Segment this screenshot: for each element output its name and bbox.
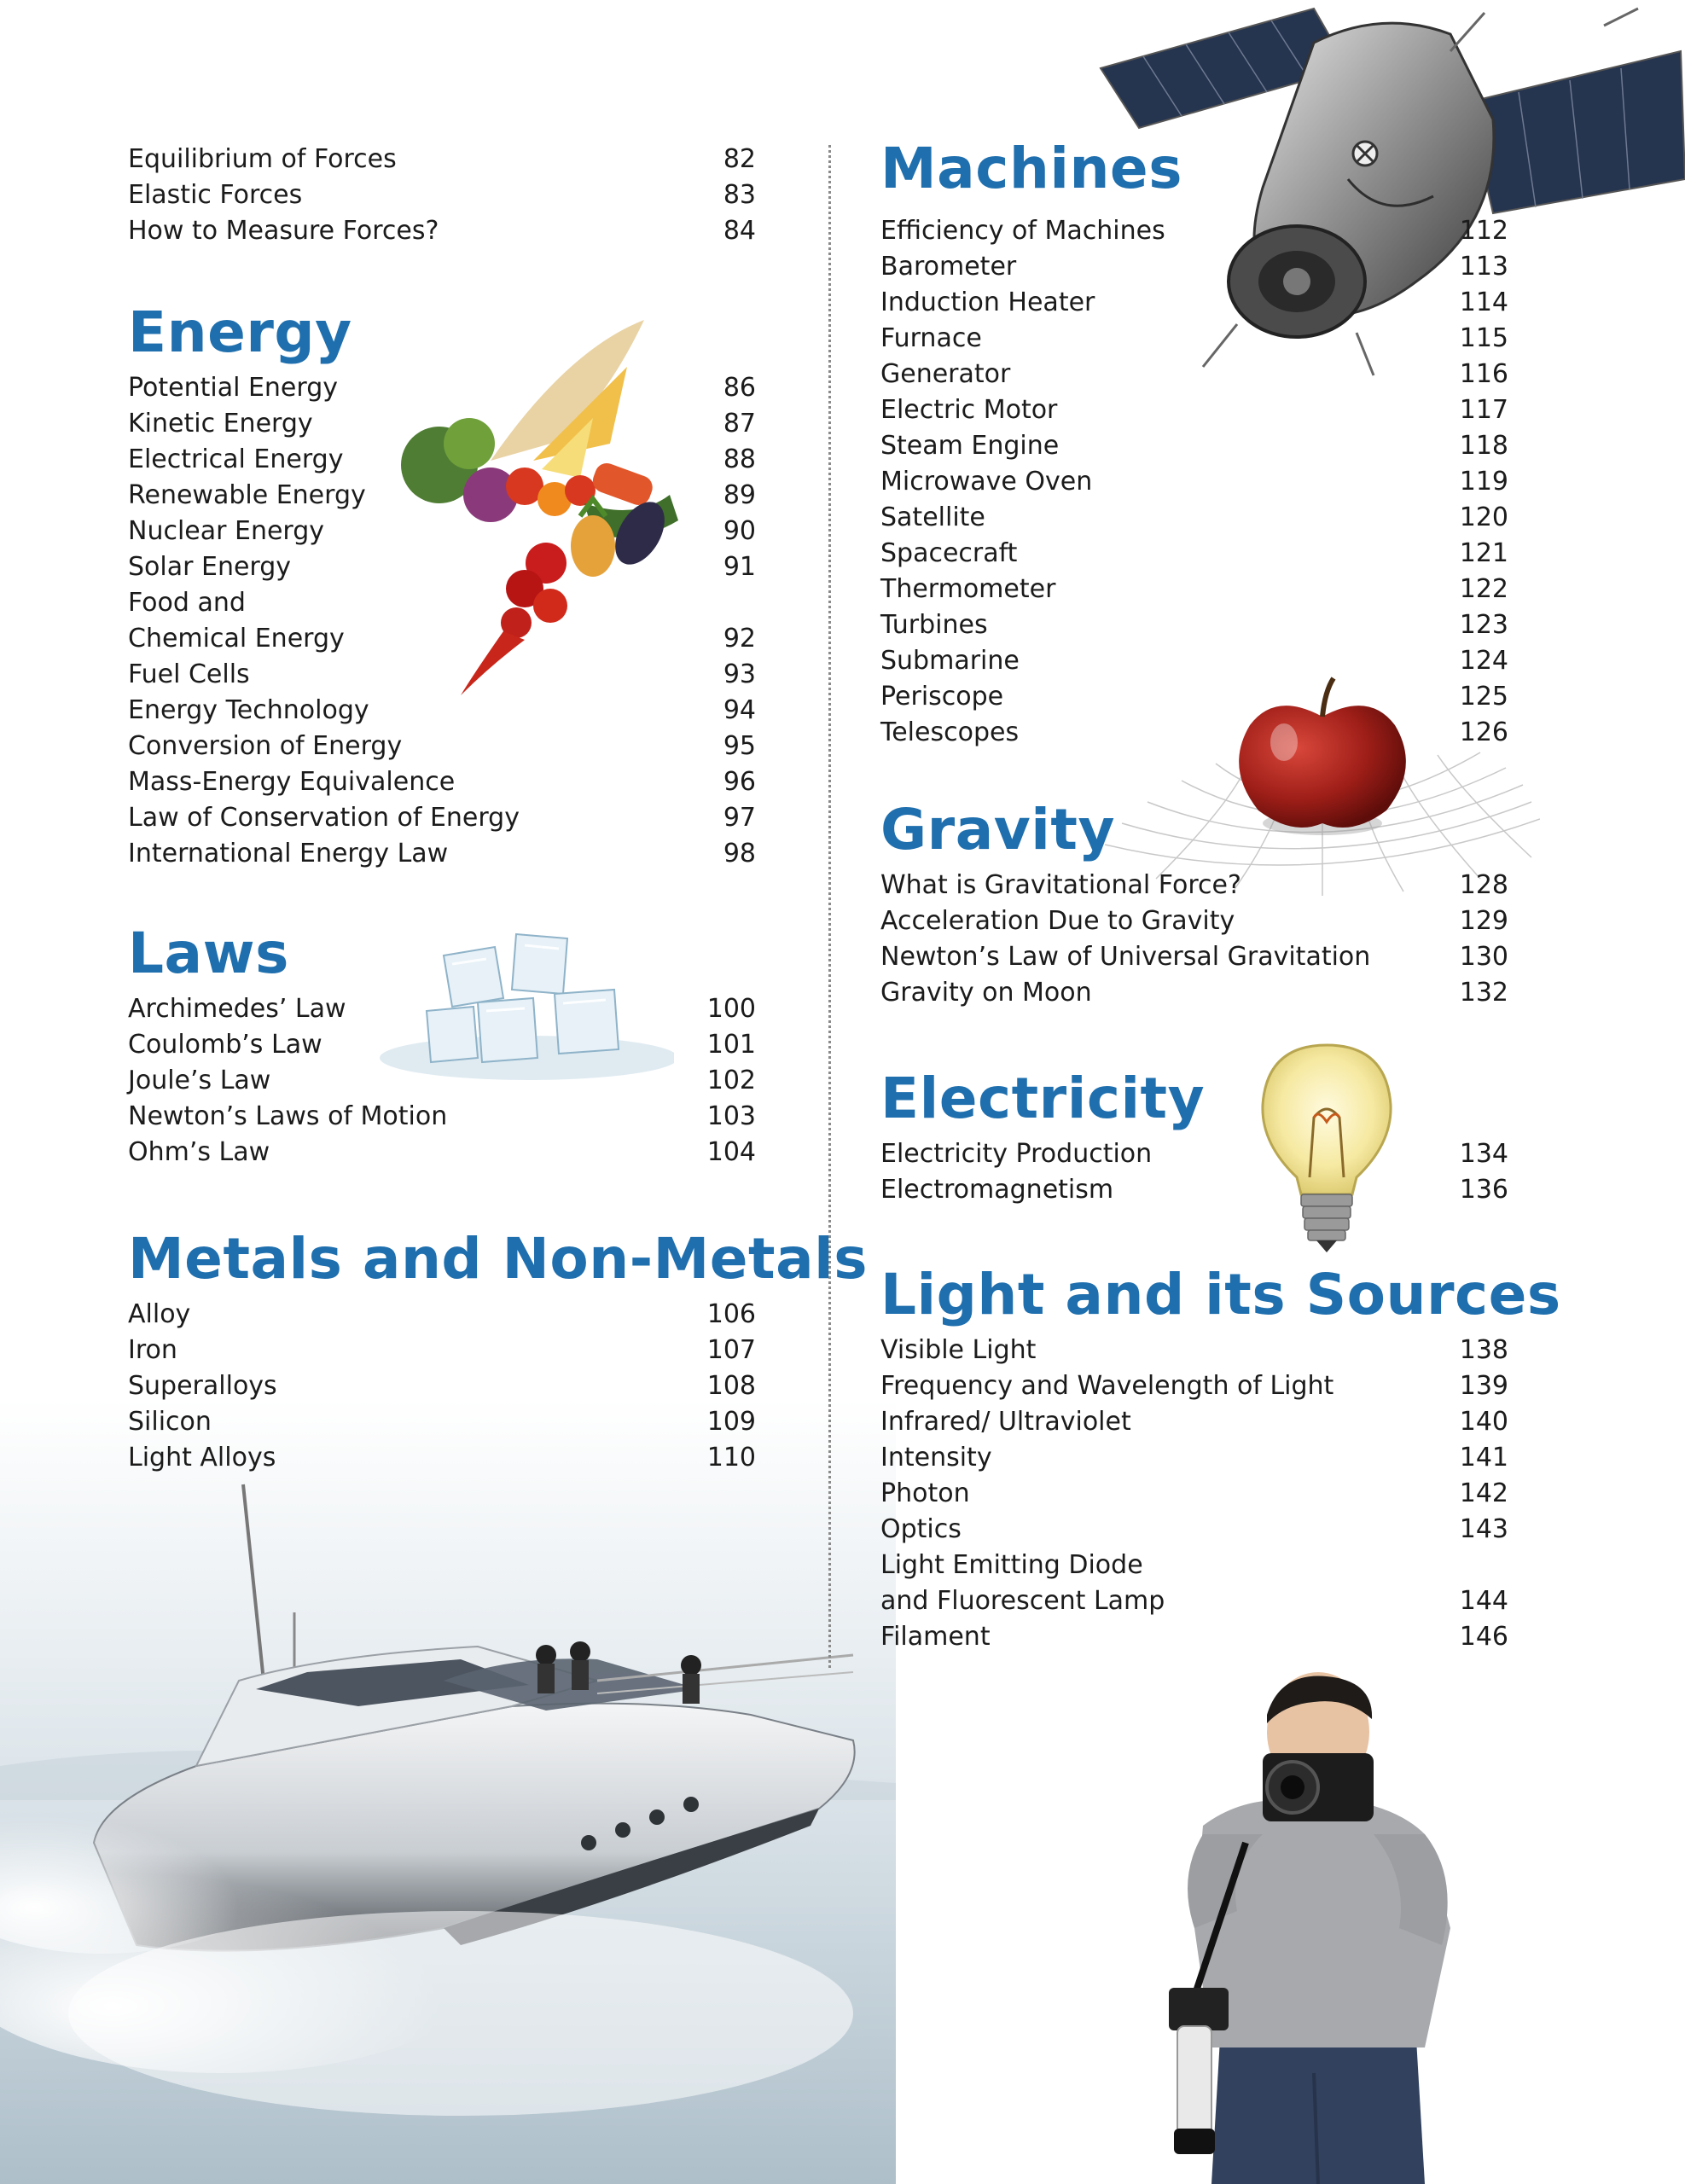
- toc-entry-label: Spacecraft: [880, 538, 1018, 568]
- toc-entry[interactable]: [128, 1135, 756, 1170]
- toc-entry-label: Food and: [128, 588, 246, 618]
- toc-entry[interactable]: [880, 1368, 1508, 1404]
- toc-entry-page: 86: [723, 373, 756, 403]
- toc-entry-page: 87: [723, 409, 756, 439]
- toc-entry[interactable]: [880, 428, 1508, 464]
- intro-item-list: [128, 142, 756, 249]
- toc-entry-label: and Fluorescent Lamp: [880, 1586, 1165, 1616]
- toc-entry-page: 129: [1459, 906, 1508, 936]
- toc-entry-label: Chemical Energy: [128, 624, 345, 653]
- toc-entry-label: Newton’s Laws of Motion: [128, 1101, 448, 1131]
- speedboat-image: [0, 1399, 896, 2184]
- toc-entry[interactable]: [880, 464, 1508, 500]
- toc-entry[interactable]: [128, 1297, 756, 1333]
- section-title: Light and its Sources: [880, 1262, 1561, 1327]
- toc-entry[interactable]: [880, 500, 1508, 536]
- toc-entry[interactable]: [880, 679, 1508, 715]
- toc-entry-label: Alloy: [128, 1299, 191, 1329]
- toc-entry-label: Barometer: [880, 252, 1017, 282]
- toc-entry-page: 104: [706, 1137, 756, 1167]
- toc-entry-page: 123: [1459, 610, 1508, 640]
- section-item-list: [880, 1333, 1508, 1655]
- toc-entry-label: Optics: [880, 1514, 962, 1544]
- toc-entry-page: 110: [706, 1443, 756, 1472]
- toc-entry-page: 97: [723, 803, 756, 833]
- toc-entry-page: 130: [1459, 942, 1508, 972]
- toc-entry-page: 124: [1459, 646, 1508, 676]
- toc-entry[interactable]: [880, 1619, 1508, 1655]
- toc-entry-label: Electric Motor: [880, 395, 1058, 425]
- toc-entry[interactable]: [128, 1440, 756, 1476]
- section-title: Gravity: [880, 797, 1115, 863]
- toc-entry[interactable]: [880, 939, 1508, 975]
- toc-entry-label: Law of Conservation of Energy: [128, 803, 520, 833]
- toc-entry[interactable]: [128, 729, 756, 764]
- toc-entry[interactable]: [128, 213, 756, 249]
- toc-entry-label: Light Emitting Diode: [880, 1550, 1143, 1580]
- toc-entry-label: Filament: [880, 1622, 991, 1652]
- toc-entry[interactable]: [128, 991, 756, 1027]
- photographer-image: [1143, 1672, 1485, 2184]
- toc-entry-page: 125: [1459, 682, 1508, 712]
- toc-entry[interactable]: [880, 975, 1508, 1011]
- toc-entry-page: 140: [1459, 1407, 1508, 1437]
- toc-entry-label: Gravity on Moon: [880, 978, 1092, 1008]
- toc-entry[interactable]: [128, 585, 756, 621]
- toc-entry[interactable]: [880, 868, 1508, 903]
- toc-entry-page: 101: [706, 1030, 756, 1060]
- toc-entry-label: Iron: [128, 1335, 177, 1365]
- toc-entry[interactable]: [128, 657, 756, 693]
- toc-entry-label: Satellite: [880, 502, 985, 532]
- toc-entry-page: 92: [723, 624, 756, 653]
- toc-entry-page: 95: [723, 731, 756, 761]
- section-item-list: [128, 370, 756, 872]
- toc-entry-label: Joule’s Law: [128, 1066, 271, 1095]
- toc-entry-page: 91: [723, 552, 756, 582]
- toc-entry-label: Nuclear Energy: [128, 516, 325, 546]
- toc-entry[interactable]: [128, 800, 756, 836]
- toc-entry-label: Light Alloys: [128, 1443, 276, 1472]
- toc-entry[interactable]: [128, 514, 756, 549]
- toc-entry-label: Generator: [880, 359, 1011, 389]
- toc-entry-label: Newton’s Law of Universal Gravitation: [880, 942, 1371, 972]
- toc-entry[interactable]: [128, 1333, 756, 1368]
- toc-entry-page: 146: [1459, 1622, 1508, 1652]
- toc-entry[interactable]: [880, 536, 1508, 572]
- toc-entry-page: 109: [706, 1407, 756, 1437]
- toc-entry[interactable]: [880, 285, 1508, 321]
- toc-entry-label: Equilibrium of Forces: [128, 144, 397, 174]
- toc-entry-label: Acceleration Due to Gravity: [880, 906, 1235, 936]
- toc-entry[interactable]: [880, 607, 1508, 643]
- section-item-list: [880, 213, 1508, 751]
- toc-entry[interactable]: [128, 1063, 756, 1099]
- toc-entry-page: 107: [706, 1335, 756, 1365]
- toc-entry-label: Steam Engine: [880, 431, 1060, 461]
- toc-entry-label: Intensity: [880, 1443, 992, 1472]
- toc-entry[interactable]: [880, 392, 1508, 428]
- toc-entry-page: 117: [1459, 395, 1508, 425]
- toc-entry-page: 108: [706, 1371, 756, 1401]
- toc-entry-label: Kinetic Energy: [128, 409, 313, 439]
- toc-entry[interactable]: [880, 1136, 1508, 1172]
- toc-entry[interactable]: [880, 321, 1508, 357]
- section-item-list: [880, 1136, 1508, 1208]
- toc-entry-label: Electromagnetism: [880, 1175, 1114, 1205]
- toc-entry-label: Microwave Oven: [880, 467, 1093, 497]
- toc-entry-label: Photon: [880, 1478, 970, 1508]
- toc-entry-page: 121: [1459, 538, 1508, 568]
- toc-entry[interactable]: [880, 1583, 1508, 1619]
- toc-entry-label: Submarine: [880, 646, 1020, 676]
- toc-entry-page: 98: [723, 839, 756, 868]
- toc-entry-page: 83: [723, 180, 756, 210]
- toc-entry[interactable]: [880, 1333, 1508, 1368]
- toc-entry-label: Fuel Cells: [128, 659, 250, 689]
- toc-entry-page: 141: [1459, 1443, 1508, 1472]
- toc-entry[interactable]: [880, 1548, 1508, 1583]
- toc-entry-page: 82: [723, 144, 756, 174]
- toc-entry-label: Electrical Energy: [128, 444, 344, 474]
- toc-entry-label: International Energy Law: [128, 839, 449, 868]
- section-item-list: [880, 868, 1508, 1011]
- toc-entry[interactable]: [880, 249, 1508, 285]
- toc-entry[interactable]: [128, 442, 756, 478]
- toc-entry-label: Solar Energy: [128, 552, 292, 582]
- toc-entry-label: Infrared/ Ultraviolet: [880, 1407, 1131, 1437]
- toc-entry-page: 93: [723, 659, 756, 689]
- toc-entry-page: 103: [706, 1101, 756, 1131]
- toc-entry[interactable]: [880, 715, 1508, 751]
- toc-entry-page: 142: [1459, 1478, 1508, 1508]
- toc-entry[interactable]: [880, 572, 1508, 607]
- toc-entry[interactable]: [880, 1512, 1508, 1548]
- toc-entry-page: 122: [1459, 574, 1508, 604]
- toc-entry-label: Elastic Forces: [128, 180, 303, 210]
- toc-entry-page: 113: [1459, 252, 1508, 282]
- toc-entry[interactable]: [880, 357, 1508, 392]
- toc-entry[interactable]: [128, 478, 756, 514]
- toc-entry[interactable]: [128, 142, 756, 177]
- section-title: Laws: [128, 921, 289, 986]
- toc-entry[interactable]: [880, 643, 1508, 679]
- toc-entry-label: Energy Technology: [128, 695, 369, 725]
- toc-entry[interactable]: [128, 406, 756, 442]
- toc-entry[interactable]: [128, 693, 756, 729]
- toc-entry-page: 116: [1459, 359, 1508, 389]
- toc-entry-label: Thermometer: [880, 574, 1056, 604]
- toc-entry-page: 118: [1459, 431, 1508, 461]
- toc-entry-page: 89: [723, 480, 756, 510]
- section-title: Machines: [880, 136, 1182, 201]
- toc-entry-label: Efficiency of Machines: [880, 216, 1165, 246]
- toc-entry[interactable]: [128, 764, 756, 800]
- toc-entry-page: 139: [1459, 1371, 1508, 1401]
- toc-entry-label: Telescopes: [880, 717, 1020, 747]
- toc-entry-label: Conversion of Energy: [128, 731, 403, 761]
- toc-entry[interactable]: [128, 836, 756, 872]
- section-item-list: [128, 991, 756, 1170]
- toc-entry-label: Superalloys: [128, 1371, 277, 1401]
- toc-entry-page: 96: [723, 767, 756, 797]
- toc-entry-page: 115: [1459, 323, 1508, 353]
- toc-entry[interactable]: [880, 903, 1508, 939]
- toc-entry-label: Archimedes’ Law: [128, 994, 346, 1024]
- section-item-list: [128, 1297, 756, 1476]
- section-title: Metals and Non-Metals: [128, 1226, 869, 1292]
- toc-entry-label: Coulomb’s Law: [128, 1030, 322, 1060]
- toc-entry-page: 112: [1459, 216, 1508, 246]
- toc-entry[interactable]: [128, 549, 756, 585]
- toc-entry-page: 100: [706, 994, 756, 1024]
- toc-entry[interactable]: [880, 1404, 1508, 1440]
- toc-entry[interactable]: [880, 1476, 1508, 1512]
- toc-entry-label: Electricity Production: [880, 1139, 1153, 1169]
- toc-entry-page: 136: [1459, 1175, 1508, 1205]
- toc-entry-label: Furnace: [880, 323, 982, 353]
- column-divider: [828, 145, 831, 1668]
- toc-entry-page: 84: [723, 216, 756, 246]
- toc-entry-label: How to Measure Forces?: [128, 216, 439, 246]
- toc-entry-page: 119: [1459, 467, 1508, 497]
- toc-entry-page: 114: [1459, 288, 1508, 317]
- toc-entry-label: Periscope: [880, 682, 1004, 712]
- toc-entry-label: Mass-Energy Equivalence: [128, 767, 456, 797]
- toc-entry-label: Turbines: [880, 610, 988, 640]
- toc-entry-page: 106: [706, 1299, 756, 1329]
- section-title: Energy: [128, 299, 352, 365]
- toc-entry-page: 143: [1459, 1514, 1508, 1544]
- toc-entry[interactable]: [128, 1404, 756, 1440]
- toc-entry[interactable]: [880, 1172, 1508, 1208]
- toc-entry-label: Renewable Energy: [128, 480, 366, 510]
- toc-entry[interactable]: [128, 1368, 756, 1404]
- toc-entry[interactable]: [880, 213, 1508, 249]
- toc-entry-page: 94: [723, 695, 756, 725]
- toc-entry-page: 128: [1459, 870, 1508, 900]
- toc-entry-page: 126: [1459, 717, 1508, 747]
- section-title: Electricity: [880, 1066, 1206, 1131]
- toc-entry[interactable]: [128, 1099, 756, 1135]
- toc-entry-label: Frequency and Wavelength of Light: [880, 1371, 1334, 1401]
- toc-entry-page: 120: [1459, 502, 1508, 532]
- toc-entry[interactable]: [128, 370, 756, 406]
- toc-entry-label: Ohm’s Law: [128, 1137, 270, 1167]
- toc-entry[interactable]: [128, 1027, 756, 1063]
- toc-entry-page: 102: [706, 1066, 756, 1095]
- toc-entry[interactable]: [880, 1440, 1508, 1476]
- toc-entry-page: 144: [1459, 1586, 1508, 1616]
- toc-entry-label: Induction Heater: [880, 288, 1095, 317]
- toc-entry-label: What is Gravitational Force?: [880, 870, 1241, 900]
- toc-entry-page: 132: [1459, 978, 1508, 1008]
- toc-entry-label: Visible Light: [880, 1335, 1037, 1365]
- toc-entry-page: 88: [723, 444, 756, 474]
- toc-entry-page: 90: [723, 516, 756, 546]
- toc-entry-label: Potential Energy: [128, 373, 338, 403]
- toc-entry-page: 134: [1459, 1139, 1508, 1169]
- toc-entry[interactable]: [128, 177, 756, 213]
- toc-entry-page: 138: [1459, 1335, 1508, 1365]
- toc-entry-label: Silicon: [128, 1407, 212, 1437]
- toc-entry[interactable]: [128, 621, 756, 657]
